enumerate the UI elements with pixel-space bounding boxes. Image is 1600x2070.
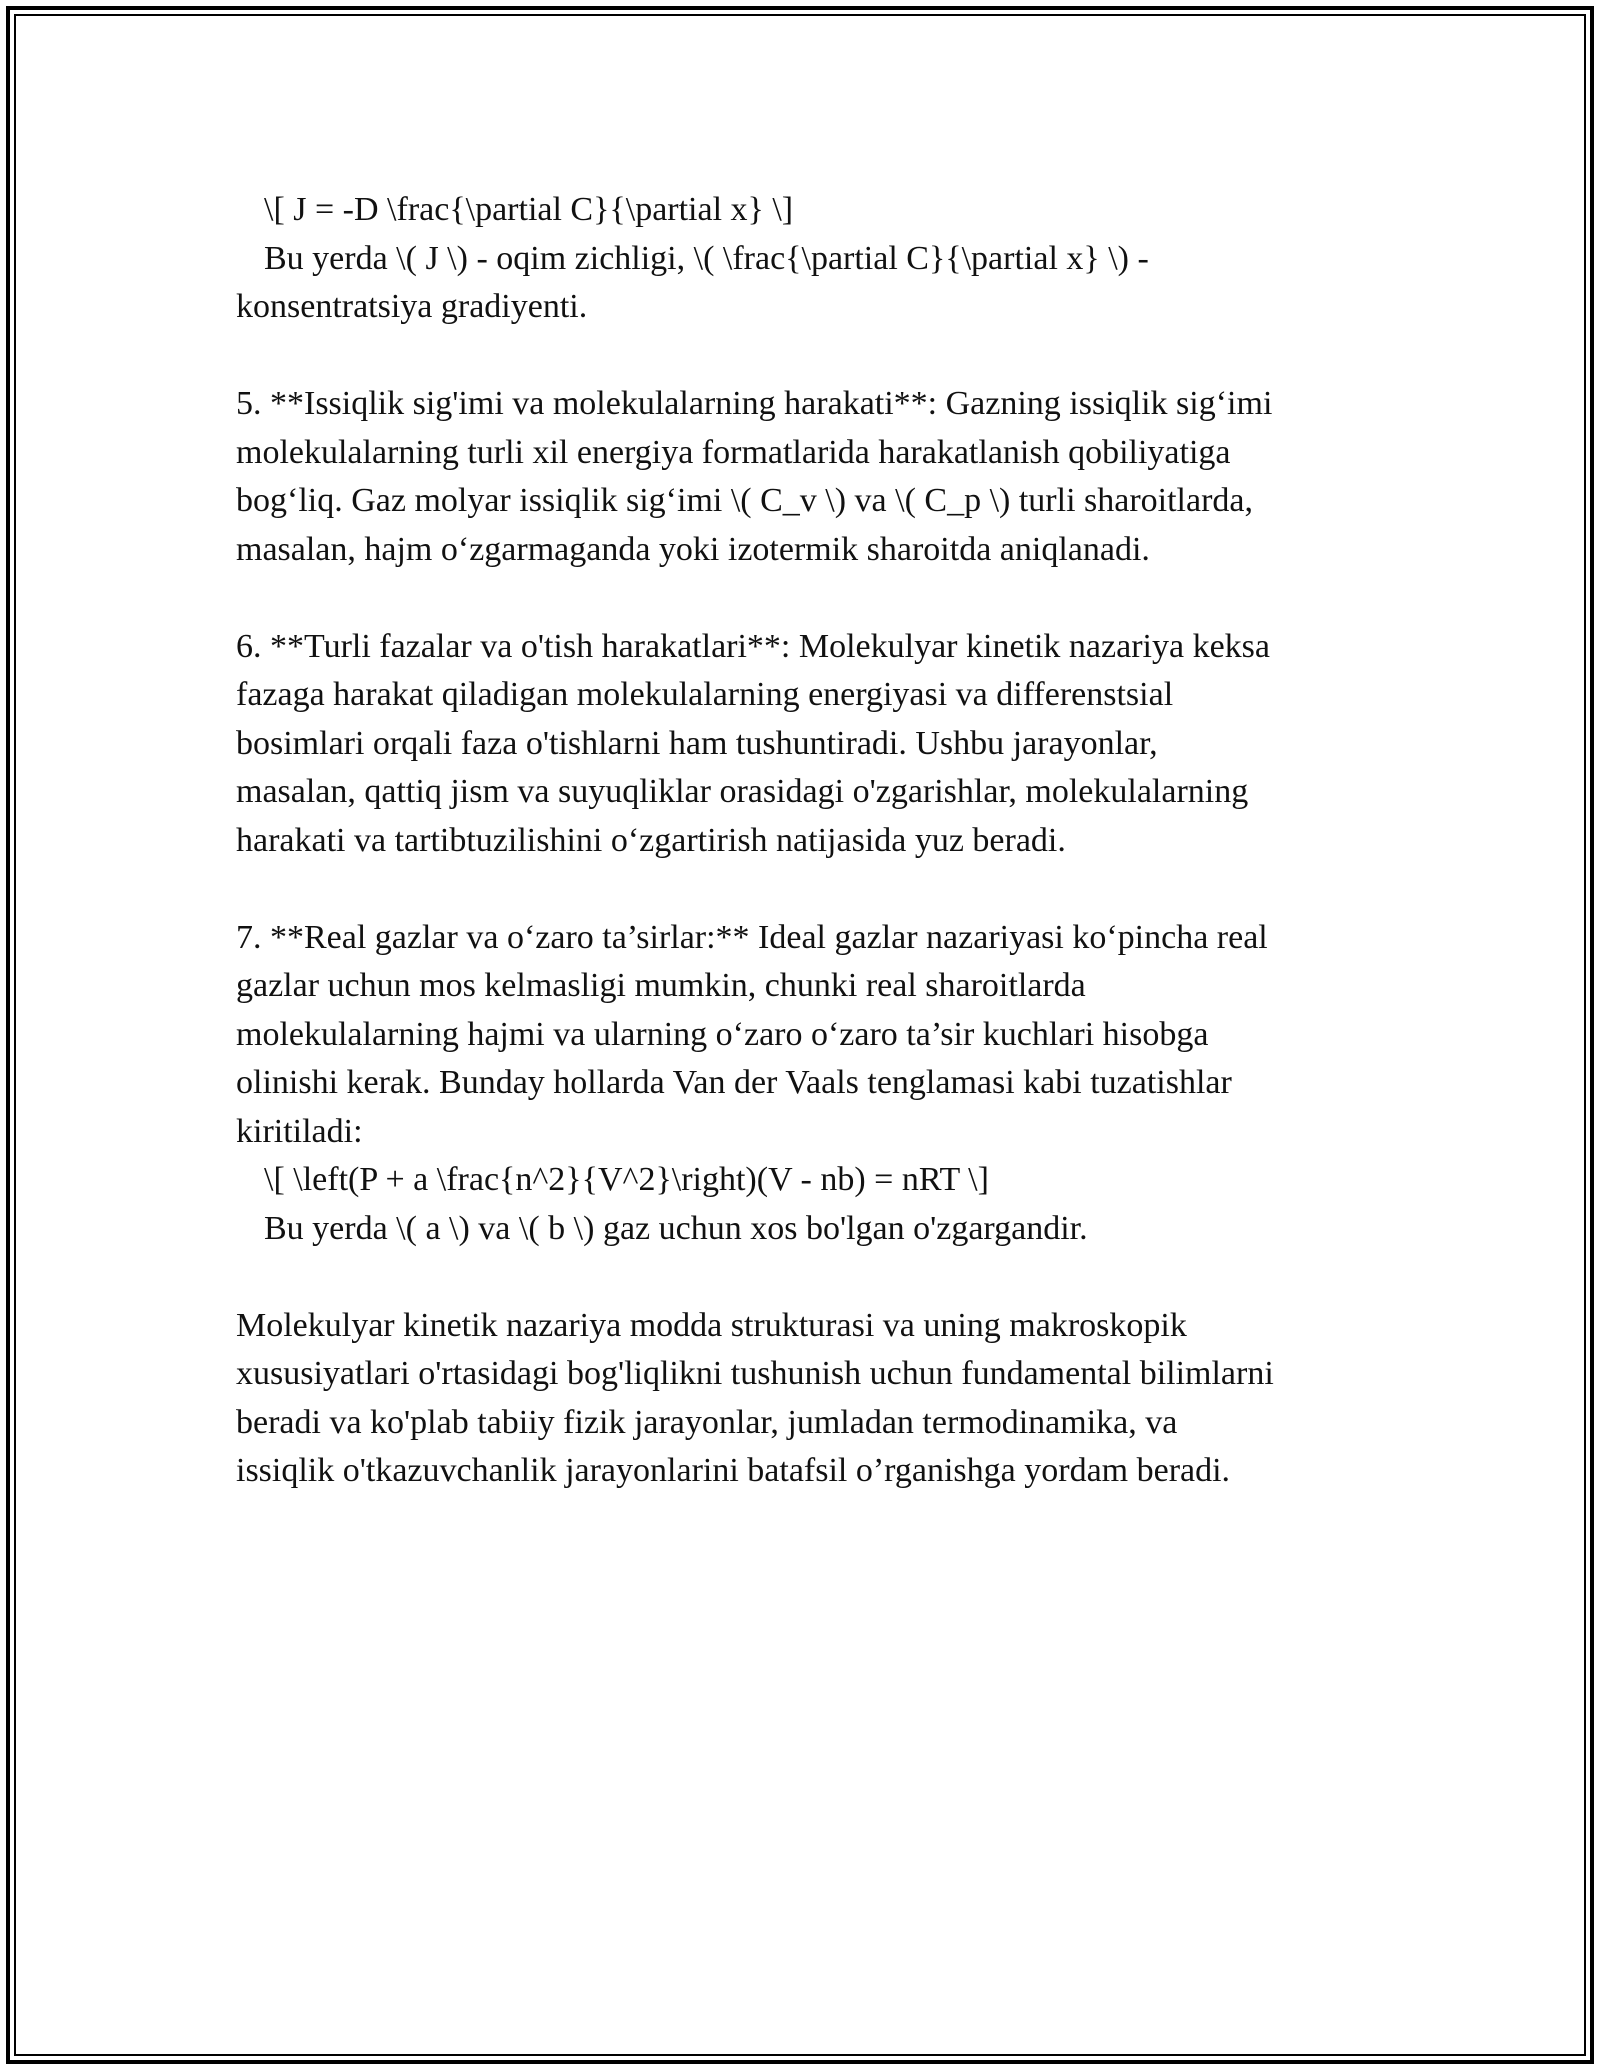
paragraph-phase-transitions [236,623,1366,866]
paragraph-line: bosimlari orqali faza o'tishlarni ham tushuntiradi. Ushbu jarayonlar, [236,724,1158,762]
explanation-line: konsentratsiya gradiyenti. [236,288,588,325]
paragraph-gap [236,332,1366,381]
paragraph-line: kiritiladi: [236,1112,363,1150]
explanation-line: Bu yerda \( a \) va \( b \) gaz uchun xos bo'lgan o'zgargandir. [264,1209,1088,1247]
paragraph-real-gases [236,914,1366,1157]
explanation-line: Bu yerda \( J \) - oqim zichligi, \( \frac{\partial C}{\partial x} \) - [264,239,1149,277]
paragraph-heat-capacity [236,380,1366,574]
paragraph-line: 5. **Issiqlik sig'imi va molekulalarning harakati**: Gazning issiqlik sig‘imi [236,385,1273,422]
formula-line: \[ J = -D \frac{\partial C}{\partial x} \] [264,191,794,228]
van-der-waals-explanation [236,1205,1366,1254]
paragraph-line: xususiyatlari o'rtasidagi bog'liqlikni tushunish uchun fundamental bilimlarni [236,1355,1274,1392]
paragraph-gap [236,574,1366,623]
paragraph-line: molekulalarning hajmi va ularning o‘zaro o‘zaro ta’sir kuchlari hisobga [236,1015,1209,1053]
paragraph-line: olinishi kerak. Bunday hollarda Van der Vaals tenglamasi kabi tuzatishlar [236,1064,1232,1101]
diffusion-explanation [236,235,1366,332]
paragraph-line: masalan, hajm o‘zgarmaganda yoki izotermik sharoitda aniqlanadi. [236,530,1150,568]
paragraph-gap [236,865,1366,914]
paragraph-line: gazlar uchun mos kelmasligi mumkin, chunki real sharoitlarda [236,967,1086,1004]
van-der-waals-formula [236,1156,1366,1205]
paragraph-line: 7. **Real gazlar va o‘zaro ta’sirlar:** Ideal gazlar nazariyasi ko‘pincha real [236,918,1268,956]
paragraph-line: 6. **Turli fazalar va o'tish harakatlari**: Molekulyar kinetik nazariya keksa [236,627,1270,665]
paragraph-line: issiqlik o'tkazuvchanlik jarayonlarini batafsil o’rganishga yordam beradi. [236,1452,1231,1489]
document-body [236,186,1366,1496]
paragraph-line: molekulalarning turli xil energiya formatlarida harakatlanish qobiliyatiga [236,433,1231,471]
paragraph-line: masalan, qattiq jism va suyuqliklar orasidagi o'zgarishlar, molekulalarning [236,773,1249,810]
paragraph-line: fazaga harakat qiladigan molekulalarning energiyasi va differenstsial [236,676,1174,713]
formula-line: \[ \left(P + a \frac{n^2}{V^2}\right)(V - nb) = nRT \] [264,1161,989,1198]
diffusion-formula [236,186,1366,235]
paragraph-gap [236,1253,1366,1302]
paragraph-line: bog‘liq. Gaz molyar issiqlik sig‘imi \( C_v \) va \( C_p \) turli sharoitlarda, [236,482,1254,519]
paragraph-conclusion [236,1302,1366,1496]
paragraph-line: Molekulyar kinetik nazariya modda strukturasi va uning makroskopik [236,1306,1187,1344]
paragraph-line: harakati va tartibtuzilishini o‘zgartirish natijasida yuz beradi. [236,821,1066,859]
paragraph-line: beradi va ko'plab tabiiy fizik jarayonlar, jumladan termodinamika, va [236,1403,1178,1441]
